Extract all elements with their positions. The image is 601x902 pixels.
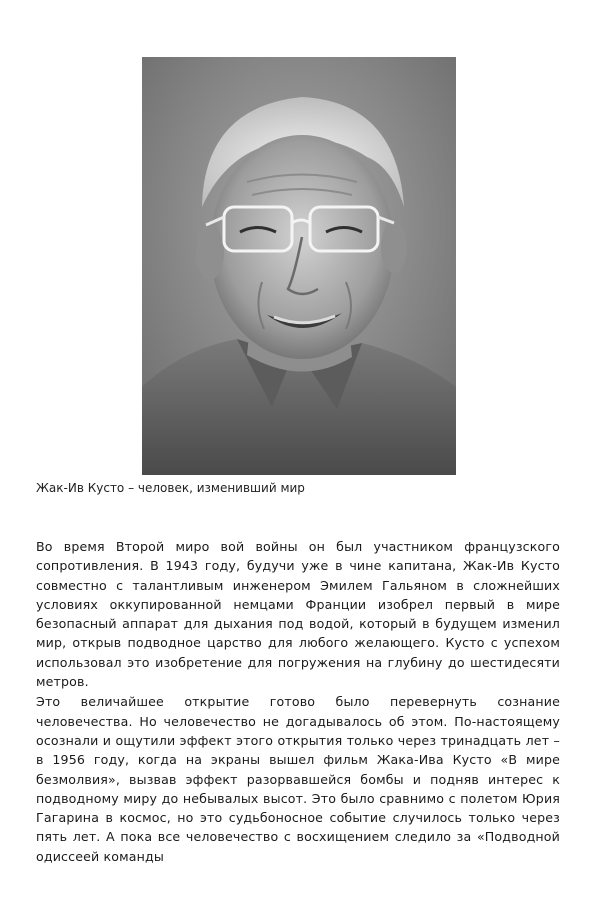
portrait-photo bbox=[142, 57, 456, 475]
paragraph: Во время Второй миро вой войны он был участником французского сопротивления. В 1943 году, будучи уже в чине капитана, Жак-Ив Кусто совместно с талантливым инженером Эмилем Гальяном в сложнейших условиях оккупированной немцами Франции изобрел первый в мире безопасный аппарат для дыхания под водой, который в будущем изменил мир, открыв подводное царство для любого желающего. Кусто с успехом использовал это изобретение для погружения на глубину до шестидесяти метров. bbox=[36, 539, 560, 690]
article-body bbox=[36, 537, 560, 866]
portrait-illustration bbox=[142, 57, 456, 475]
paragraph: Это величайшее открытие готово было перевернуть сознание человечества. Но человечество не догадывалось об этом. По-настоящему осознали и ощутили эффект этого открытия только через тринадцать лет – в 1956 году, когда на экраны вышел фильм Жака-Ива Кусто «В мире безмолвия», вызвав эффект разорвавшейся бомбы и подняв интерес к подводному миру до небывалых высот. Это было сравнимо с полетом Юрия Гагарина в космос, но это судьбоносное событие случилось только через пять лет. А пока все человечество с восхищением следило за «Подводной одиссеей команды bbox=[36, 694, 560, 864]
photo-caption: Жак-Ив Кусто – человек, изменивший мир bbox=[36, 481, 305, 495]
